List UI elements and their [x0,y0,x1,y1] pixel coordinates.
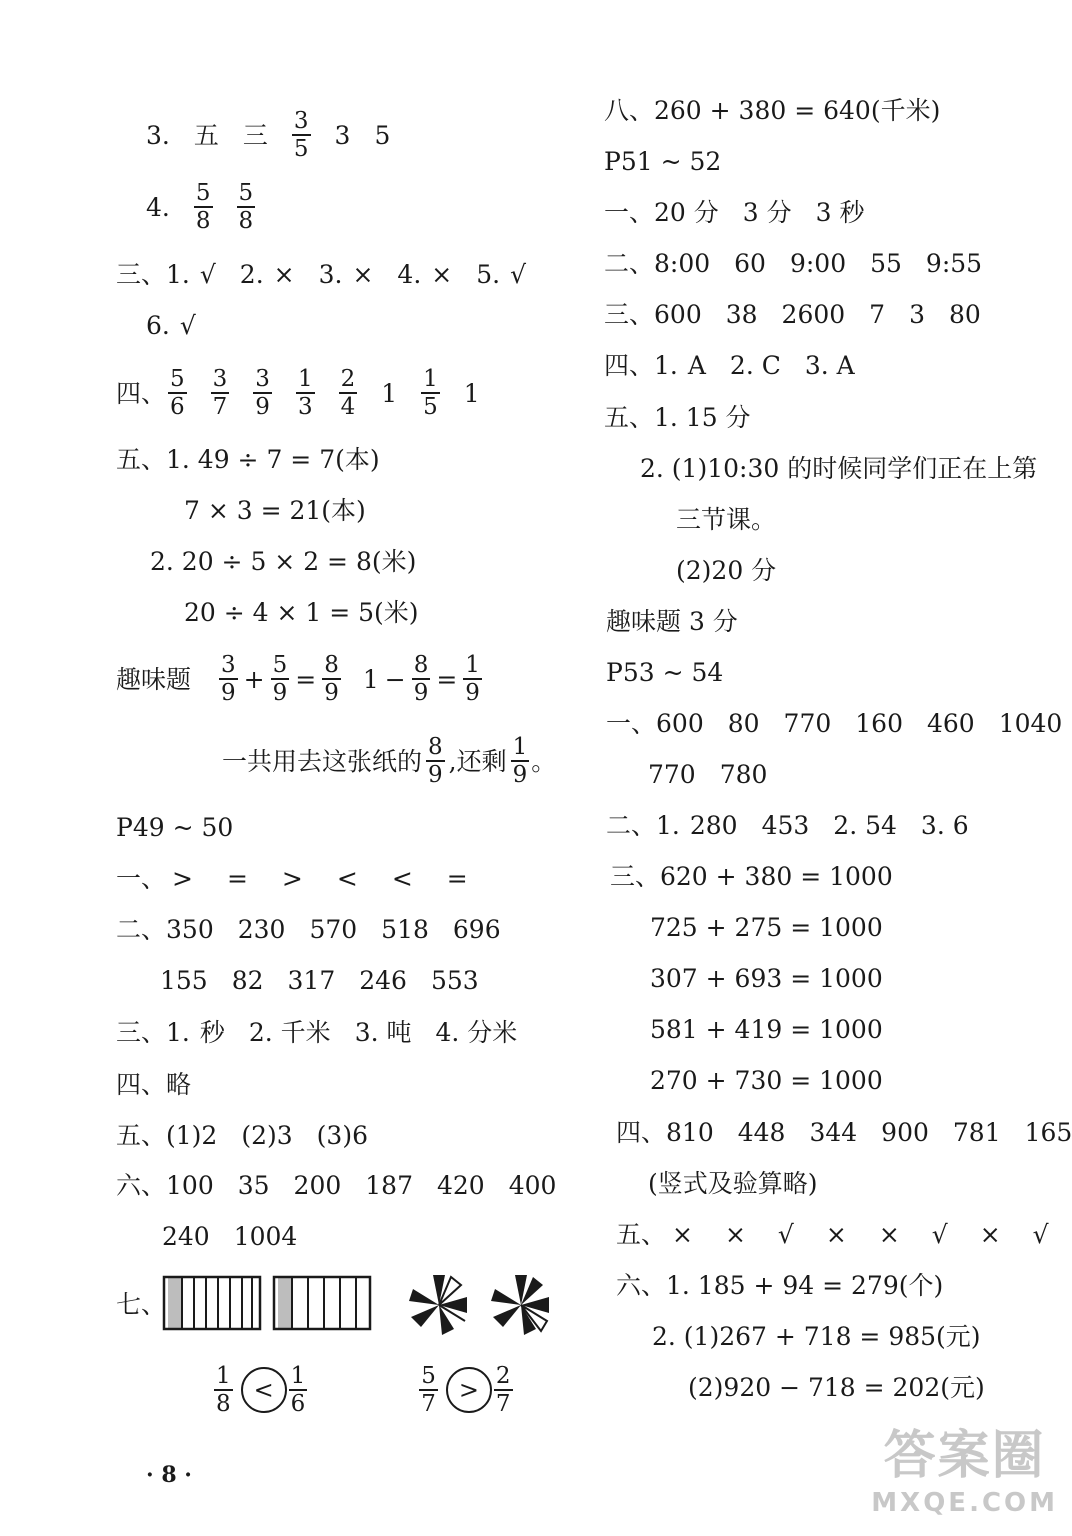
section-3-units-line: 三、1. 秒 2. 千米 3. 吨 4. 分米 [116,1018,518,1047]
conclusion-text: 一共用去这张纸的 [222,746,423,776]
section-label: 三、 [604,300,655,329]
section-5-judge-line: 五、 × × √ × × √ × √ [616,1220,1049,1249]
section-3-line: 三、 600 38 2600 7 3 80 [604,300,981,329]
fraction-bar-sixths-figure [272,1275,372,1331]
page-number: · 8 · [146,1462,192,1488]
section-label: 四、 [116,378,167,408]
answer-text: 三 [242,120,268,150]
fraction: $\frac{1}{9}$ [465,652,480,707]
section-1-line: 一、 > = > < < = [116,864,468,893]
fun-question-line [116,652,482,707]
section-label: 三、1. [116,1018,190,1047]
section-5-line-3: 2. 20 ÷ 5 × 2 = 8(米) [150,547,417,576]
section-5-line-1: 五、1. 49 ÷ 7 = 7(本) [116,445,380,474]
answer-text: 五 [193,120,219,150]
fraction: $\frac{8}{9}$ [428,734,443,789]
section-label: 一、 [116,864,167,893]
check-mark: √ [179,311,196,340]
fraction-comparison-line [214,1363,513,1418]
fun-question-line: 趣味题 3 分 [606,607,738,636]
section-4-note: (竖式及验算略) [648,1169,818,1198]
section-label: 二、 [116,915,167,944]
pinwheel-sevenths-figure [404,1270,474,1340]
section-5-line-2: 2. (1)10:30 的时候同学们正在上第 [640,454,1038,483]
fraction: $\frac{5}{8}$ [195,180,211,235]
section-3-line-4: 581 + 419 = 1000 [650,1015,883,1044]
operator: = [436,664,458,694]
page-range-heading: P51 ~ 52 [604,147,722,176]
section-4-line: 四、1. A 2. C 3. A [604,351,855,380]
answer-text: 1 [463,378,480,408]
section-3-line-1: 三、620 + 380 = 1000 [610,862,893,891]
shaded-part [278,1277,292,1329]
section-label: 四、1. [604,351,678,380]
page-range-heading: P49 ~ 50 [116,813,234,842]
operator: − [384,664,406,694]
bar-dividers [292,1277,356,1329]
comparison-circle: < [241,1367,287,1413]
section-6-line-1: 六、 100 35 200 187 420 400 [116,1171,557,1200]
operator: = [295,664,317,694]
answer-text: 3 [334,120,351,150]
answer-text: 5 [374,120,391,150]
answer-text: 1 [381,378,398,408]
fun-question-conclusion [222,734,556,789]
fraction: $\frac{3}{5}$ [293,108,309,163]
fraction: $\frac{5}{6}$ [170,366,185,421]
fraction: $\frac{5}{9}$ [272,652,288,707]
item-label: 4. [397,260,422,289]
fraction: $\frac{1}{9}$ [512,734,528,789]
section-label: 四、 [616,1118,667,1147]
section-5-line-1: 五、1. 15 分 [604,403,751,432]
section-6-line-2: 240 1004 [162,1222,298,1251]
cross-mark: × [273,260,295,289]
section-2-line: 二、 8:00 60 9:00 55 9:55 [604,249,983,278]
section-7-label: 七、 [116,1290,167,1319]
answer-text: 1 [362,664,379,694]
fraction: $\frac{8}{9}$ [413,652,429,707]
cross-mark: × [352,260,374,289]
item-label: 2. [239,260,264,289]
fraction: $\frac{3}{7}$ [212,366,228,421]
item-label: 6. [146,311,170,340]
section-label: 趣味题 [116,664,192,694]
section-5-line-2: 7 × 3 = 21(本) [184,496,366,525]
section-label: 五、 [116,1121,167,1150]
fraction: $\frac{3}{9}$ [221,652,236,707]
section-2-line-1: 二、 350 230 570 518 696 [116,915,501,944]
section-3-line-5: 270 + 730 = 1000 [650,1066,883,1095]
cross-mark: × [431,260,453,289]
fraction: $\frac{1}{5}$ [423,366,438,421]
section-1-line: 一、 20 分 3 分 3 秒 [604,198,865,227]
check-mark: √ [199,260,216,289]
section-3-line-2: 725 + 275 = 1000 [650,913,883,942]
bar-dividers [182,1277,252,1329]
check-mark: √ [510,260,527,289]
fraction: $\frac{1}{6}$ [290,1363,306,1418]
section-label: 一、 [606,709,657,738]
section-4-omitted: 四、略 [116,1070,192,1099]
item-label: 3. [146,120,170,150]
section-6-line-1: 六、1. 185 + 94 = 279(个) [616,1271,944,1300]
section-2-line-2: 155 82 317 246 553 [160,966,479,995]
section-5-line-4: 20 ÷ 4 × 1 = 5(米) [184,598,419,627]
fraction-bar-eighths-figure [162,1275,262,1331]
section-8-line: 八、260 + 380 = 640(千米) [604,96,941,125]
fraction: $\frac{1}{8}$ [216,1363,231,1418]
comparison-circle: > [446,1367,492,1413]
item-label: 5. [476,260,501,289]
shaded-part [168,1277,182,1329]
section-label: 一、 [604,198,655,227]
answer-line-3 [146,108,390,163]
answer-line-6 [146,313,196,338]
section-4-line [116,366,480,421]
section-label: 二、1. [606,811,680,840]
section-label: 二、 [604,249,655,278]
section-6-line-3: (2)920 − 718 = 202(元) [688,1373,985,1402]
fraction: $\frac{5}{7}$ [421,1363,436,1418]
section-5-line: 五、 (1)2 (2)3 (3)6 [116,1121,368,1150]
fraction: $\frac{1}{3}$ [297,366,313,421]
pinwheel-shaded-figure [486,1270,556,1340]
conclusion-text: ,还剩 [448,746,507,776]
watermark-logo: 答案圈 MXQE.COM [871,1426,1058,1518]
section-3-line [116,262,526,287]
section-1-line-2: 770 780 [648,760,768,789]
conclusion-text: 。 [531,746,557,776]
page-range-heading: P53 ~ 54 [606,658,724,687]
operator: + [243,664,265,694]
fraction: $\frac{8}{9}$ [324,652,339,707]
section-5-line-4: (2)20 分 [676,556,777,585]
section-1-line-1: 一、 600 80 770 160 460 1040 [606,709,1063,738]
section-label: 三、1. [116,260,190,289]
fraction: $\frac{3}{9}$ [255,366,270,421]
item-label: 3. [318,260,343,289]
section-5-line-3: 三节课。 [676,505,777,534]
answer-line-4 [146,180,255,235]
fraction: $\frac{2}{7}$ [495,1363,511,1418]
fraction: $\frac{2}{4}$ [340,366,356,421]
section-6-line-2: 2. (1)267 + 718 = 985(元) [652,1322,981,1351]
section-3-line-3: 307 + 693 = 1000 [650,964,883,993]
section-2-line: 二、1. 280 453 2. 54 3. 6 [606,811,969,840]
fraction: $\frac{5}{8}$ [238,180,254,235]
section-4-line: 四、 810 448 344 900 781 165 [616,1118,1072,1147]
item-label: 4. [146,192,170,222]
section-label: 六、 [116,1171,167,1200]
section-label: 五、 [616,1220,667,1249]
